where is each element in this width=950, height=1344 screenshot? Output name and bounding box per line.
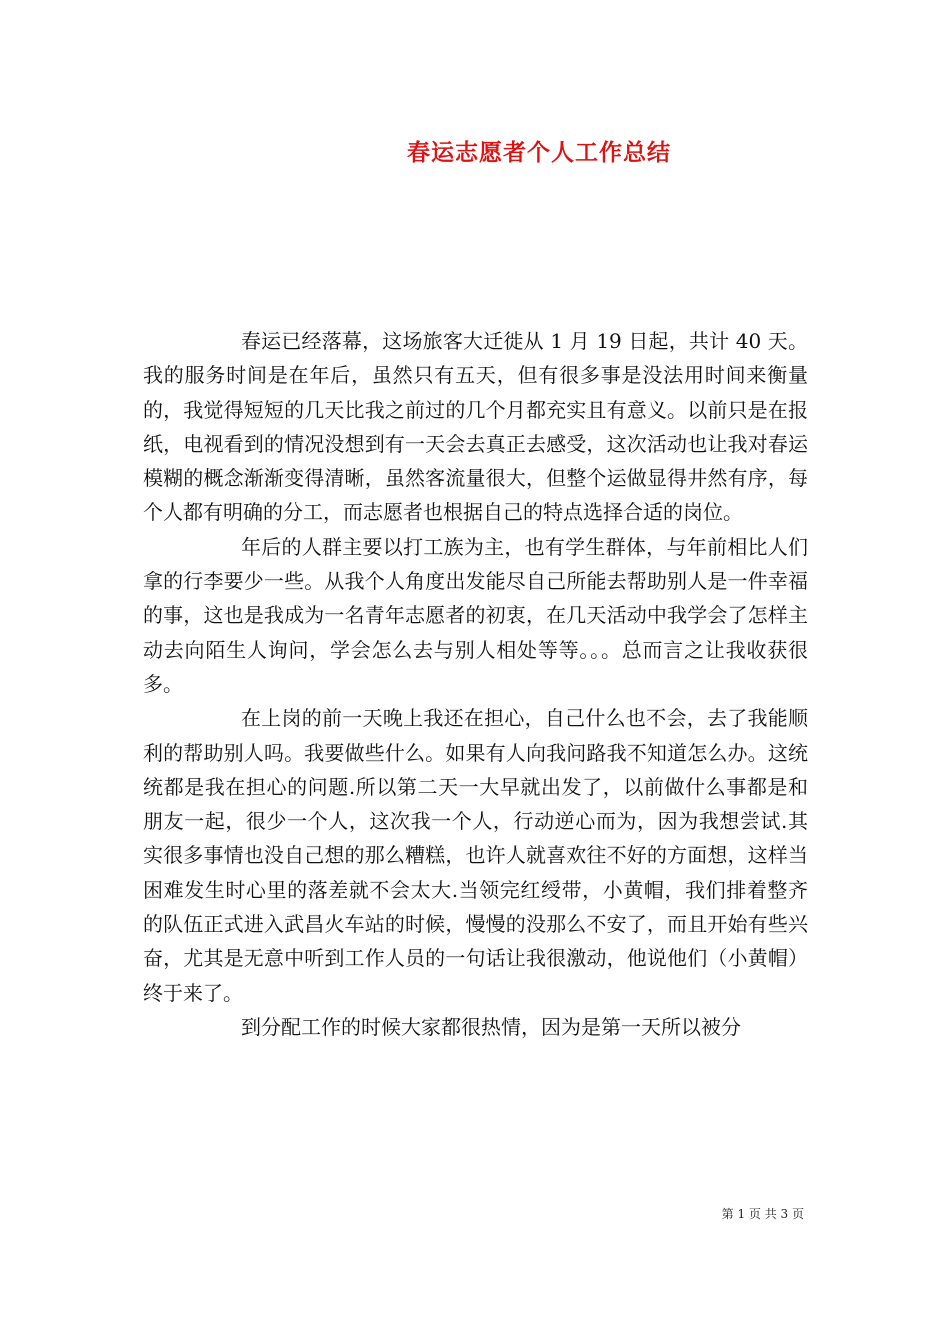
document-title: 春运志愿者个人工作总结: [407, 139, 671, 166]
paragraph: 春运已经落幕，这场旅客大迁徙从 1 月 19 日起，共计 40 天。我的服务时间是在年后，虽然只有五天，但有很多事是没法用时间来衡量的，我觉得短短的几天比我之前过的几个月都充实且有意义。以前只是在报纸，电视看到的情况没想到有一天会去真正去感受，这次活动也让我对春运模糊的概念渐渐变得清晰，虽然客流量很大，但整个运做显得井然有序，每个人都有明确的分工，而志愿者也根据自己的特点选择合适的岗位。: [143, 329, 808, 525]
paragraph: 到分配工作的时候大家都很热情，因为是第一天所以被分: [241, 1014, 741, 1039]
page-footer: 第 1 页 共 3 页: [721, 1207, 804, 1221]
document-body: [143, 324, 808, 1044]
paragraph: 年后的人群主要以打工族为主，也有学生群体，与年前相比人们拿的行李要少一些。从我个人角度出发能尽自己所能去帮助别人是一件幸福的事，这也是我成为一名青年志愿者的初衷，在几天活动中我学会了怎样主动去向陌生人询问，学会怎么去与别人相处等等。。。总而言之让我收获很多。: [143, 534, 808, 696]
paragraph: 在上岗的前一天晚上我还在担心，自己什么也不会，去了我能顺利的帮助别人吗。我要做些什么。如果有人向我问路我不知道怎么办。这统统都是我在担心的问题.所以第二天一大早就出发了，以前做什么事都是和朋友一起，很少一个人，这次我一个人，行动逆心而为，因为我想尝试.其实很多事情也没自己想的那么糟糕，也许人就喜欢往不好的方面想，这样当困难发生时心里的落差就不会太大.当领完红绶带，小黄帽，我们排着整齐的队伍正式进入武昌火车站的时候，慢慢的没那么不安了，而且开始有些兴奋，尤其是无意中听到工作人员的一句话让我很激动，他说他们（小黄帽）终于来了。: [143, 706, 808, 1005]
